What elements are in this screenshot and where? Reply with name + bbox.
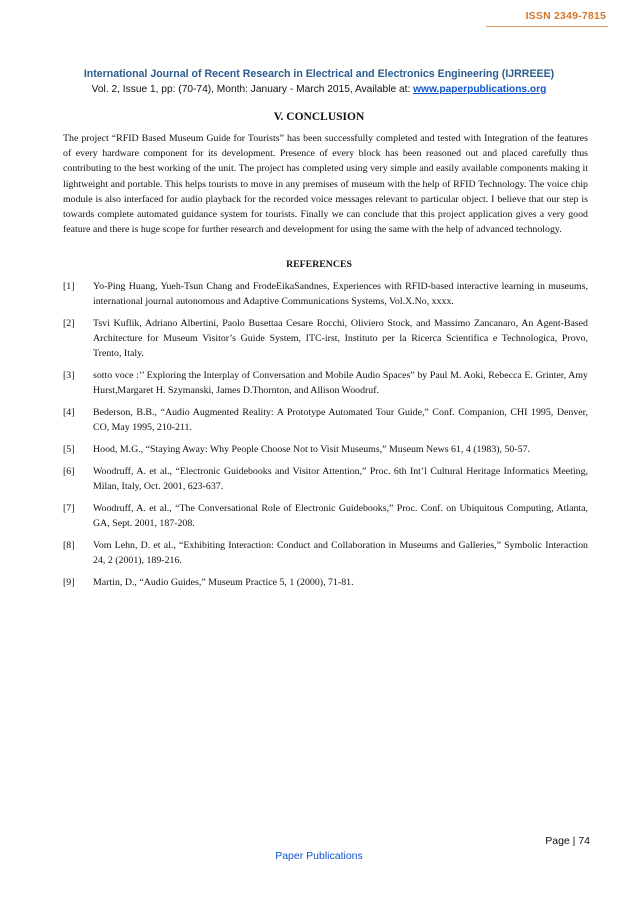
reference-item (63, 501, 588, 531)
reference-number: [8] (63, 540, 75, 551)
reference-item (63, 368, 588, 398)
reference-number: [9] (63, 577, 75, 588)
issn-divider (486, 26, 608, 27)
volume-info: Vol. 2, Issue 1, pp: (70-74), Month: January - March 2015, Available at: (91, 84, 414, 95)
reference-text: Tsvi Kuflik, Adriano Albertini, Paolo Busettaa Cesare Rocchi, Oliviero Stock, and Massimo Zancanaro, An Agent-Based Architecture for Museum Visitor’s Guide System, ITC-irst, Instituto per la Ricerca Scientifica e Technologica, Provo, Trento, Italy. (93, 318, 588, 360)
reference-item (63, 538, 588, 568)
reference-number: [2] (63, 318, 75, 329)
conclusion-heading: V. CONCLUSION (273, 111, 365, 123)
reference-item (63, 279, 588, 309)
issn-label: ISSN 2349-7815 (525, 10, 606, 22)
reference-text: sotto voce :’’ Exploring the Interplay of Conversation and Mobile Audio Spaces” by Paul M. Aoki, Rebecca E. Grinter, Amy Hurst,Margaret H. Szymanski, James D.Thornton, and Allison Woodruf. (93, 370, 588, 397)
reference-number: [7] (63, 503, 75, 514)
page-number: Page | 74 (545, 835, 590, 847)
reference-number: [3] (63, 370, 75, 382)
reference-item (63, 316, 588, 362)
reference-item (63, 442, 588, 457)
publisher-footer: Paper Publications (275, 850, 363, 862)
reference-text: Bederson, B.B., “Audio Augmented Reality: A Prototype Automated Tour Guide,” Conf. Companion, CHI 1995, Denver, CO, May 1995, 210-211. (93, 407, 588, 434)
reference-text: Woodruff, A. et al., “Electronic Guidebooks and Visitor Attention,” Proc. 6th Int’l Cultural Heritage Informatics Meeting, Milan, Italy, Oct. 2001, 623-637. (93, 466, 588, 493)
reference-item (63, 405, 588, 435)
journal-title: International Journal of Recent Research in Electrical and Electronics Engineering (IJRREEE) (83, 68, 555, 80)
reference-text: Hood, M.G., “Staying Away: Why People Choose Not to Visit Museums,” Museum News 61, 4 (1983), 50-57. (93, 444, 530, 456)
conclusion-paragraph: The project “RFID Based Museum Guide for Tourists” has been successfully completed and tested with Integration of the features of every hardware component for its development. Presence of every block has been reasoned out and placed carefully thus contributing to the best working of the unit. The project has completed using very simple and easily available components making it lightweight and portable. This helps tourists to move in any premises of museum with the help of RFID Technology. The voice chip module is also interfaced for audio playback for the recorded voice messages relevant to particular object. I believe that our step is towards complete automated guidance system for tourists. Finally we can conclude that this project application gives a very good feature and there is huge scope for further research and development for using the same with the help of advanced technology. (63, 133, 588, 236)
reference-item (63, 464, 588, 494)
reference-number: [4] (63, 407, 75, 419)
reference-number: [6] (63, 466, 75, 477)
reference-text: Vom Lehn, D. et al., “Exhibiting Interaction: Conduct and Collaboration in Museums and Galleries,” Symbolic Interaction 24, 2 (2001), 189-216. (93, 540, 588, 567)
website-link[interactable]: www.paperpublications.org (413, 84, 547, 95)
reference-number: [1] (63, 281, 75, 292)
references-list (63, 279, 588, 597)
reference-item (63, 575, 588, 590)
reference-text: Woodruff, A. et al., “The Conversational Role of Electronic Guidebooks,” Proc. Conf. on Ubiquitous Computing, Atlanta, GA, Sept. 2001, 187-208. (93, 503, 588, 530)
reference-text: Yo-Ping Huang, Yueh-Tsun Chang and FrodeEikaSandnes, Experiences with RFID-based interactive learning in museums, international journal autonomous and Adaptive Communications Systems, Vol.X.No, xxxx. (93, 281, 588, 308)
journal-volume-line (0, 84, 638, 95)
reference-number: [5] (63, 444, 75, 456)
references-heading: REFERENCES (286, 259, 352, 270)
reference-text: Martin, D., “Audio Guides,” Museum Practice 5, 1 (2000), 71-81. (93, 577, 354, 588)
